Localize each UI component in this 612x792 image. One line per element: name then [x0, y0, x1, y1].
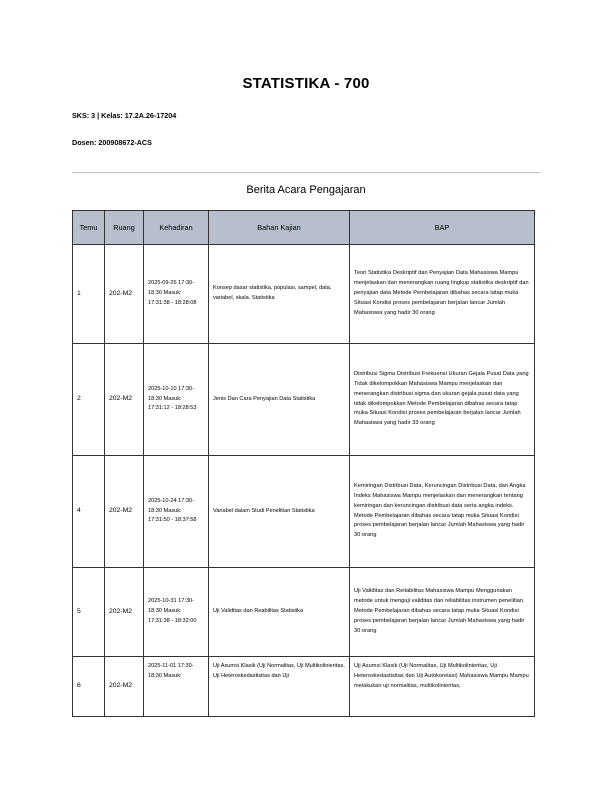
cell-temu: 5 [73, 568, 105, 657]
cell-bap: Teori Statistika Deskriptif dan Penyajian Data Mahasiswa Mampu menjelaskan dan menerangkan ruang lingkup statistika deskriptif dan penyajian data Metode Pembelajaran dibahas secara tatap muka Situasi Kondisi proses pembelajaran berjalan lancar Jumlah Mahasiswa yang hadir 30 orang [350, 245, 535, 344]
cell-bahan-kajian: Uji Asumsi Klasik (Uji Normalitas, Uji Multikolinieritas, Uji Heteroskedastisitas dan Uji [213, 663, 345, 679]
cell-ruang: 202-M2 [105, 657, 144, 717]
cell-kehadiran: 2025-10-10 17:30-18:30 Masuk: 17:31:12 - 18:28:53 [144, 344, 209, 456]
table-row [73, 568, 535, 657]
table-row [73, 344, 535, 456]
cell-temu: 2 [73, 344, 105, 456]
table-row [73, 657, 535, 717]
divider [72, 172, 540, 173]
cell-bahan-kajian: Uji Validitas dan Reabilitas Statistika [209, 568, 350, 657]
cell-kehadiran: 2025-09-26 17:30-18:30 Masuk: 17:31:38 - 18:28:08 [144, 245, 209, 344]
table-header-row [73, 211, 535, 245]
cell-bahan-kajian: Konsep dasar statistika, populasi, sampel, data, variabel, skala. Statistika [209, 245, 350, 344]
cell-ruang: 202-M2 [105, 344, 144, 456]
attendance-table [72, 210, 535, 717]
cell-bap: Uji Asumsi Klasik (Uji Normalitas, Uji Multikolinieritas, Uji Heteroskedastisitas dan Uji Autokorelasi) Mahasiswa Mampu Mampu melakukan uji normalitas, multikolinieritas, [354, 663, 529, 689]
cell-bahan-kajian: Variabel dalam Studi Penelitian Statistika [209, 456, 350, 568]
cell-bahan-kajian: Jenis Dan Cara Penyajian Data Statistika [209, 344, 350, 456]
cell-bap: Uji Validitas dan Reliabilitas Mahasiswa Mampu Menggunakan metode untuk menguji validitas dan reliabilitas instrumen penelitian. Metode Pembelajaran dibahas secara tatap muka Situasi Kondisi proses pembelajaran berjalan lancar Jumlah Mahasiswa yang hadir 30 orang [350, 568, 535, 657]
header-ruang: Ruang [105, 211, 144, 245]
section-heading: Berita Acara Pengajaran [246, 184, 366, 196]
header-bahan-kajian: Bahan Kajian [209, 211, 350, 245]
cell-bap: Distribusi Sigma Distribusi Frekuensi Ukuran Gejala Pusat Data yang Tidak dikelompokkan Mahasiswa Mampu menjelaskan dan menerangkan distribusi sigma dan ukuran gejala pusat data yang tidak dikelompokkan Metode Pembelajaran dibahas secara tatap muka Situasi Kondisi proses pembelajaran berjalan lancar Jumlah Mahasiswa yang hadir 33 orang [350, 344, 535, 456]
cell-ruang: 202-M2 [105, 568, 144, 657]
table-row [73, 245, 535, 344]
course-meta: SKS: 3 | Kelas: 17.2A.26-17204 [72, 111, 177, 120]
header-bap: BAP [350, 211, 535, 245]
cell-temu: 4 [73, 456, 105, 568]
header-temu: Temu [73, 211, 105, 245]
cell-bap: Kemiringan Distribusi Data, Keruncingan Distribusi Data, dan Angka Indeks Mahasiswa Mampu menjelaskan dan menerangkan tentang kemiringan dan keruncingan distribusi data serta angka indeks. Metode Pembelajaran dibahas secara tatap muka Situasi Kondisi proses pembelajaran berjalan lancar Jumlah Mahasiswa yang hadir 30 orang [350, 456, 535, 568]
header-kehadiran: Kehadiran [144, 211, 209, 245]
lecturer-meta: Dosen: 200908672-ACS [72, 138, 152, 147]
cell-temu: 1 [73, 245, 105, 344]
cell-ruang: 202-M2 [105, 245, 144, 344]
cell-kehadiran: 2025-10-31 17:30-18:30 Masuk: 17:31:38 - 18:32:00 [144, 568, 209, 657]
cell-kehadiran: 2025-10-24 17:30-18:30 Masuk: 17:31:50 - 18:37:58 [144, 456, 209, 568]
table-row [73, 456, 535, 568]
cell-ruang: 202-M2 [105, 456, 144, 568]
document-title: STATISTIKA - 700 [242, 75, 370, 92]
cell-temu: 6 [73, 657, 105, 717]
cell-kehadiran: 2025-11-01 17:30-18:30 Masuk: [148, 663, 194, 679]
